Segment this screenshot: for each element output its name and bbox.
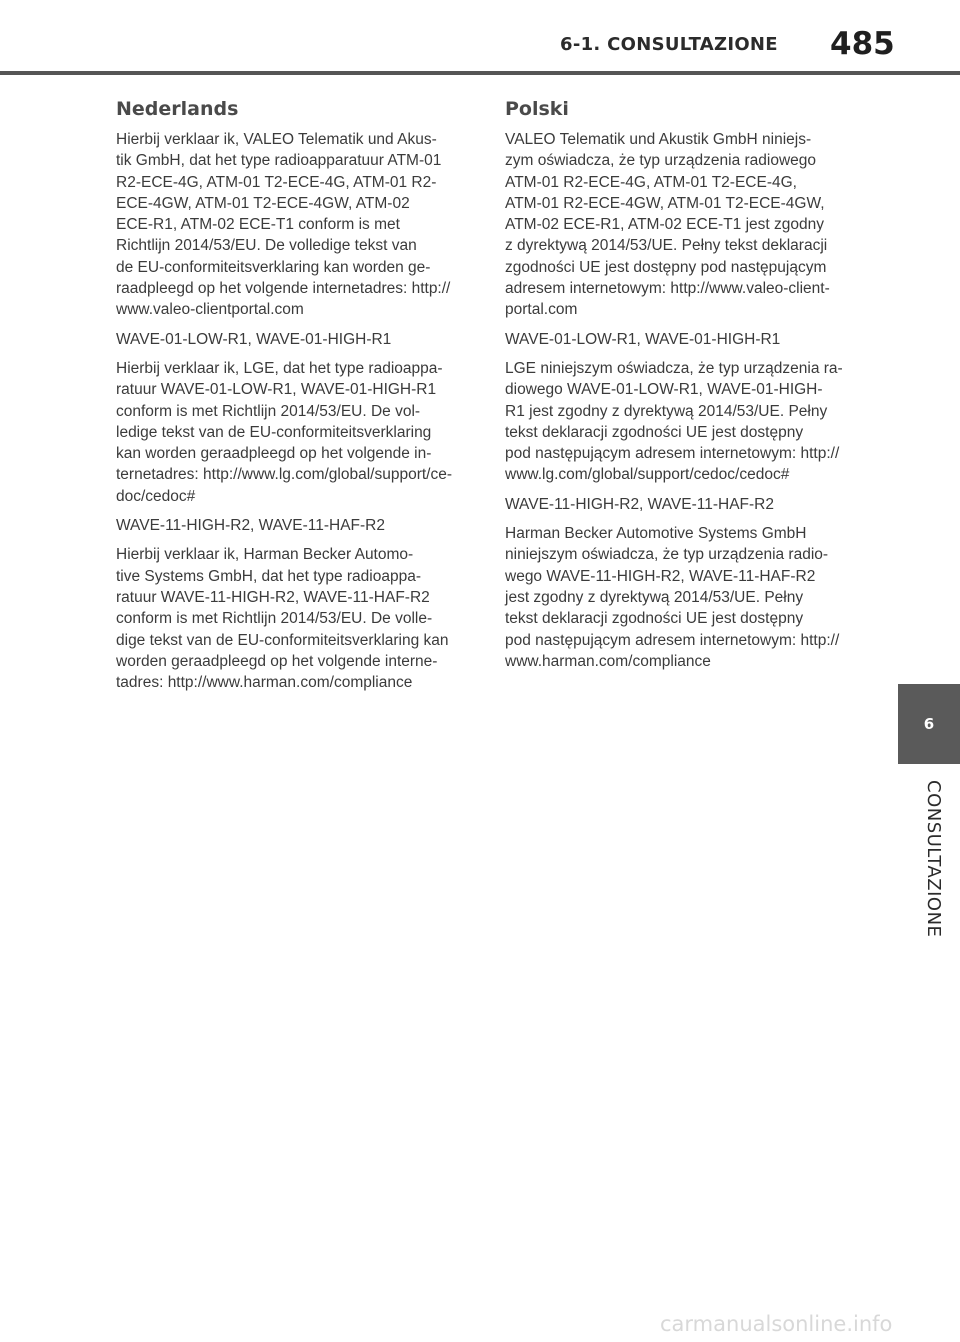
language-heading-polski: Polski	[505, 98, 569, 120]
chapter-tab	[898, 684, 960, 764]
paragraph: Hierbij verklaar ik, Harman Becker Automo- tive Systems GmbH, dat het type radioappa- ratuur WAVE-11-HIGH-R2, WAVE-11-HAF-R2 conform is met Richtlijn 2014/53/EU. De volle- dige tekst van de EU-conformiteitsverklaring kan worden geraadpleegd op het volgende interne- tadres: http://www.harman.com/compliance	[116, 546, 449, 692]
paragraph: WAVE-01-LOW-R1, WAVE-01-HIGH-R1	[116, 330, 392, 348]
left-column	[116, 98, 466, 701]
paragraph: Hierbij verklaar ik, LGE, dat het type radioappa- ratuur WAVE-01-LOW-R1, WAVE-01-HIGH-R1 conform is met Richtlijn 2014/53/EU. De vol- ledige tekst van de EU-conformiteitsverklaring kan worden geraadpleegd op het volgende in- ternetadres: http://www.lg.com/global/support/ce- doc/cedoc#	[116, 359, 452, 505]
section-title: 6-1. CONSULTAZIONE	[560, 34, 778, 55]
watermark: carmanualsonline.info	[660, 1312, 893, 1336]
paragraph: Hierbij verklaar ik, VALEO Telematik und Akus- tik GmbH, dat het type radioapparatuur ATM-01 R2-ECE-4G, ATM-01 T2-ECE-4G, ATM-01 R2- ECE-4GW, ATM-01 T2-ECE-4GW, ATM-02 ECE-R1, ATM-02 ECE-T1 conform is met Richtlijn 2014/53/EU. De volledige tekst van de EU-conformiteitsverklaring kan worden ge- raadpleegd op het volgende internetadres: http:// www.valeo-clientportal.com	[116, 131, 451, 319]
paragraph: VALEO Telematik und Akustik GmbH niniejs- zym oświadcza, że typ urządzenia radiowego ATM-01 R2-ECE-4G, ATM-01 T2-ECE-4G, ATM-01 R2-ECE-4GW, ATM-01 T2-ECE-4GW, ATM-02 ECE-R1, ATM-02 ECE-T1 jest zgodny z dyrektywą 2014/53/UE. Pełny tekst deklaracji zgodności UE jest dostępny pod następującym adresem internetowym: http://www.valeo-client- portal.com	[505, 131, 830, 319]
page-number: 485	[830, 26, 895, 62]
right-column	[505, 98, 855, 680]
paragraph: LGE niniejszym oświadcza, że typ urządzenia ra- diowego WAVE-01-LOW-R1, WAVE-01-HIGH- R1 jest zgodny z dyrektywą 2014/53/UE. Pełny tekst deklaracji zgodności UE jest dostępny pod następującym adresem internetowym: http:// www.lg.com/global/support/cedoc/cedoc#	[505, 359, 843, 484]
header-divider	[0, 71, 960, 75]
paragraph: WAVE-11-HIGH-R2, WAVE-11-HAF-R2	[505, 495, 774, 513]
paragraph: Harman Becker Automotive Systems GmbH niniejszym oświadcza, że typ urządzenia radio- wego WAVE-11-HIGH-R2, WAVE-11-HAF-R2 jest zgodny z dyrektywą 2014/53/UE. Pełny tekst deklaracji zgodności UE jest dostępny pod następującym adresem internetowym: http:// www.harman.com/compliance	[505, 525, 840, 670]
paragraph: WAVE-11-HIGH-R2, WAVE-11-HAF-R2	[116, 517, 385, 535]
chapter-label: CONSULTAZIONE	[923, 780, 944, 938]
language-heading-nederlands: Nederlands	[116, 98, 239, 120]
paragraph: WAVE-01-LOW-R1, WAVE-01-HIGH-R1	[505, 330, 781, 348]
chapter-number: 6	[923, 715, 935, 733]
